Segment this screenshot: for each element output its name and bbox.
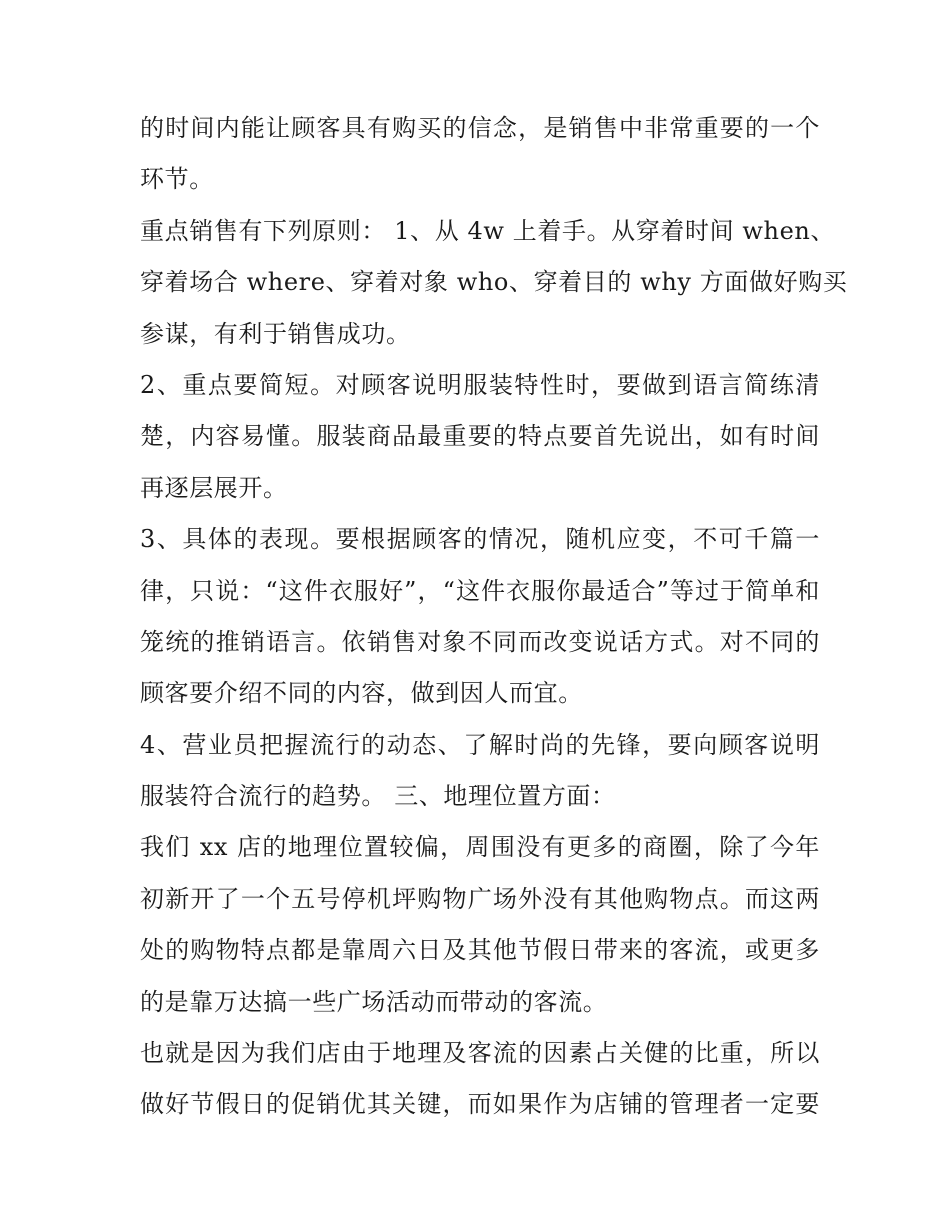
text-line: 3、具体的表现。要根据顾客的情况，随机应变，不可千篇一	[140, 525, 820, 554]
text-line: 环节。	[140, 165, 214, 194]
text-line: 4、营业员把握流行的动态、了解时尚的先锋，要向顾客说明	[140, 730, 820, 759]
text-line: 再逐层展开。	[140, 473, 288, 502]
paragraph-conclusion	[140, 1028, 820, 1131]
text-line: 的时间内能让顾客具有购买的信念，是销售中非常重要的一个	[140, 114, 820, 142]
paragraph-point-4	[140, 720, 820, 823]
text-line: 穿着场合 where、穿着对象 who、穿着目的 why 方面做好购买	[140, 268, 848, 297]
text-line: 顾客要介绍不同的内容，做到因人而宜。	[140, 679, 583, 708]
text-line: 重点销售有下列原则： 1、从 4w 上着手。从穿着时间 when、	[140, 216, 836, 245]
paragraph-point-3	[140, 514, 820, 720]
text-line: 2、重点要简短。对顾客说明服装特性时，要做到语言简练清	[140, 370, 820, 399]
text-line: 律，只说：“这件衣服好”，“这件衣服你最适合”等过于简单和	[140, 576, 820, 605]
text-line: 服装符合流行的趋势。 三、地理位置方面：	[140, 782, 616, 811]
paragraph-intro	[140, 103, 820, 206]
text-line: 的是靠万达搞一些广场活动而带动的客流。	[140, 987, 608, 1016]
text-line: 做好节假日的促销优其关键，而如果作为店铺的管理者一定要	[140, 1090, 820, 1119]
text-line: 我们 xx 店的地理位置较偏，周围没有更多的商圈，除了今年	[140, 833, 820, 862]
text-line: 楚，内容易懂。服装商品最重要的特点要首先说出，如有时间	[140, 422, 820, 451]
paragraph-point-2	[140, 360, 820, 514]
text-line: 初新开了一个五号停机坪购物广场外没有其他购物点。而这两	[140, 884, 820, 913]
paragraph-location	[140, 822, 820, 1028]
text-line: 笼统的推销语言。依销售对象不同而改变说话方式。对不同的	[140, 627, 820, 656]
text-line: 也就是因为我们店由于地理及客流的因素占关健的比重，所以	[140, 1039, 820, 1068]
body-text	[140, 103, 848, 1131]
text-line: 处的购物特点都是靠周六日及其他节假日带来的客流，或更多	[140, 936, 820, 965]
text-line: 参谋，有利于销售成功。	[140, 319, 411, 348]
paragraph-principles	[140, 206, 848, 360]
